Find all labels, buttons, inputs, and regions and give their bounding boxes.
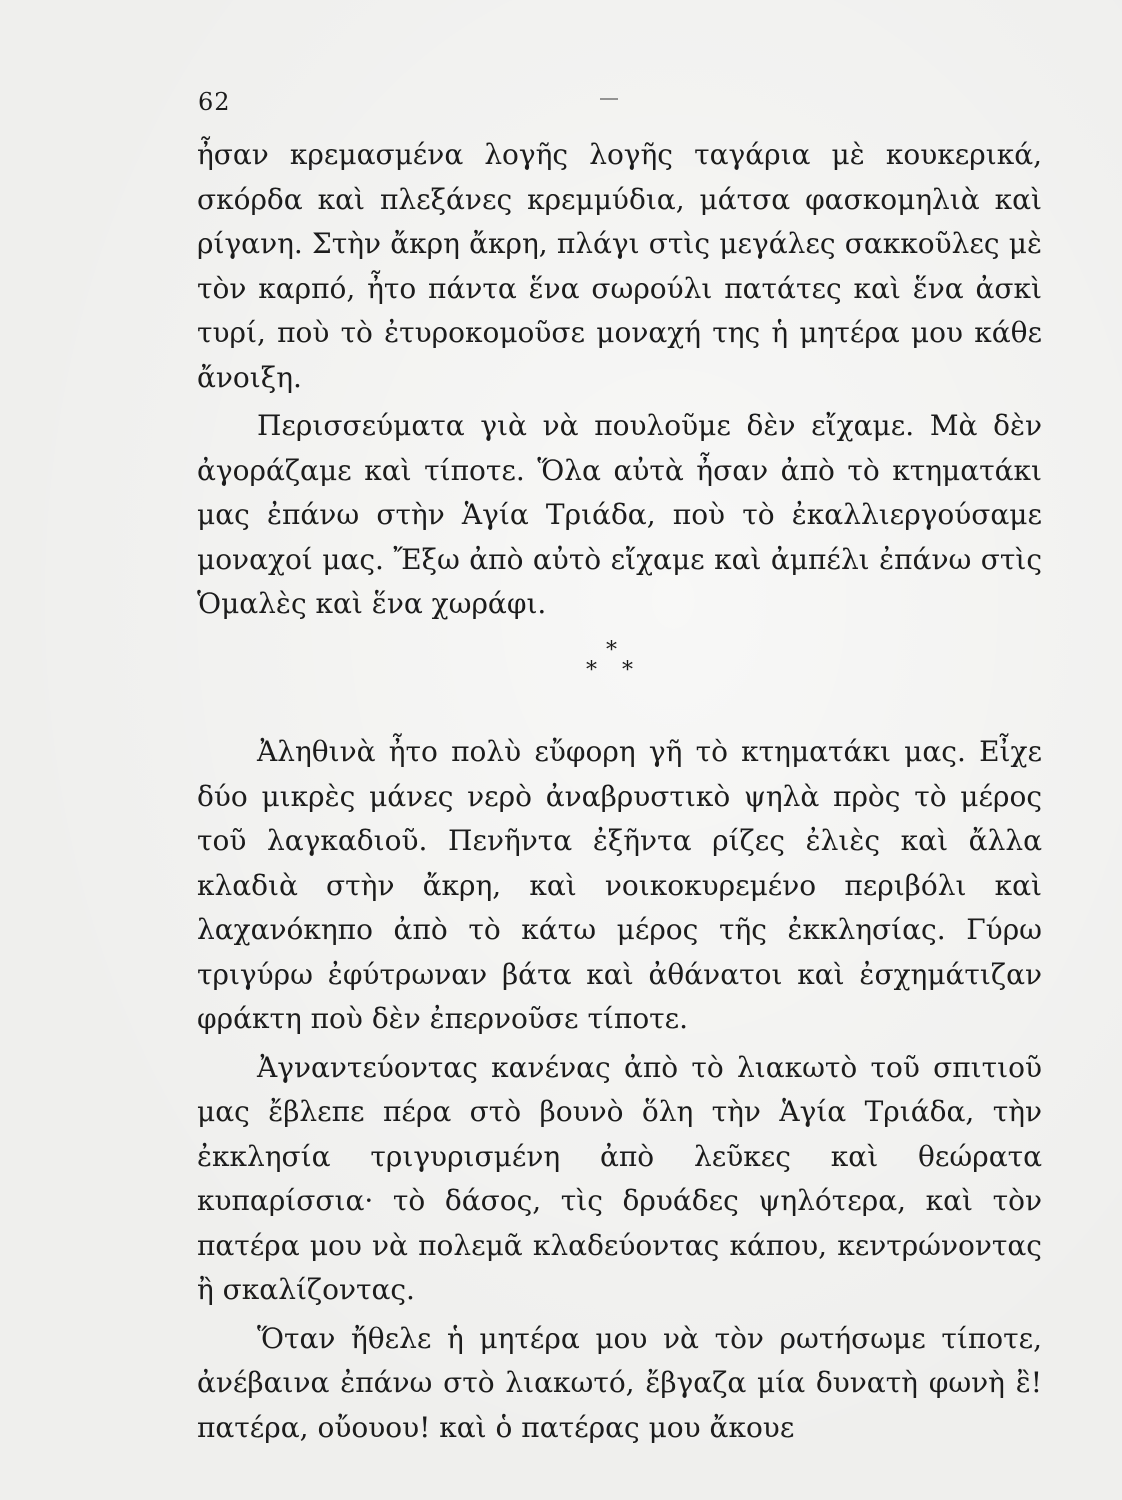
text-section-bottom bbox=[197, 730, 1042, 1450]
asterisk-icon: * bbox=[622, 658, 633, 683]
paragraph: Ἀληθινὰ ἦτο πολὺ εὔφορη γῆ τὸ κτηματάκι μας. Εἶχε δύο μικρὲς μάνες νερὸ ἀναβρυστικὸ ψηλὰ πρὸς τὸ μέρος τοῦ λαγκαδιοῦ. Πενῆντα ἐξῆντα ρίζες ἐλιὲς καὶ ἄλλα κλαδιὰ στὴν ἄκρη, καὶ νοικοκυρεμένο περιβόλι καὶ λαχανόκηπο ἀπὸ τὸ κάτω μέρος τῆς ἐκκλησίας. Γύρω τριγύρω ἐφύτρωναν βάτα καὶ ἀθάνατοι καὶ ἐσχημάτιζαν φράκτη ποὺ δὲν ἐπερνοῦσε τίποτε. bbox=[197, 735, 1042, 1035]
page-number: 62 bbox=[198, 88, 231, 116]
print-mark bbox=[600, 98, 618, 100]
asterisk-icon: * bbox=[586, 658, 597, 683]
paragraph: Ἀγναντεύοντας κανένας ἀπὸ τὸ λιακωτὸ τοῦ σπιτιοῦ μας ἔβλεπε πέρα στὸ βουνὸ ὅλη τὴν Ἁγία Τριάδα, τὴν ἐκκλησία τριγυρισμένη ἀπὸ λεῦκες καὶ θεώρατα κυπαρίσσια· τὸ δάσος, τὶς δρυάδες ψηλότερα, καὶ τὸν πατέρα μου νὰ πολεμᾶ κλαδεύοντας κάπου, κεντρώνοντας ἢ σκαλίζοντας. bbox=[197, 1050, 1042, 1306]
paragraph: Περισσεύματα γιὰ νὰ πουλοῦμε δὲν εἴχαμε. Μὰ δὲν ἀγοράζαμε καὶ τίποτε. Ὅλα αὐτὰ ἦσαν ἀπὸ τὸ κτηματάκι μας ἐπάνω στὴν Ἁγία Τριάδα, ποὺ τὸ ἐκαλλιεργούσαμε μοναχοί μας. Ἔξω ἀπὸ αὐτὸ εἴχαμε καὶ ἀμπέλι ἐπάνω στὶς Ὁμαλὲς καὶ ἕνα χωράφι. bbox=[197, 409, 1042, 620]
section-divider-asterisks bbox=[578, 640, 638, 690]
text-section-top bbox=[197, 133, 1042, 627]
asterisk-icon: * bbox=[606, 638, 617, 663]
paragraph: Ὅταν ἤθελε ἡ μητέρα μου νὰ τὸν ρωτήσωμε τίποτε, ἀνέβαινα ἐπάνω στὸ λιακωτό, ἔβγαζα μία δυνατὴ φωνὴ ἒ! πατέρα, οὔουου! καὶ ὁ πατέρας μου ἄκουε bbox=[197, 1321, 1042, 1444]
paragraph: ἦσαν κρεμασμένα λογῆς λογῆς ταγάρια μὲ κουκερικά, σκόρδα καὶ πλεξάνες κρεμμύδια, μάτσα φασκομηλιὰ καὶ ρίγανη. Στὴν ἄκρη ἄκρη, πλάγι στὶς μεγάλες σακκοῦλες μὲ τὸν καρπό, ἦτο πάντα ἕνα σωρούλι πατάτες καὶ ἕνα ἀσκὶ τυρί, ποὺ τὸ ἐτυροκομοῦσε μοναχή της ἡ μητέρα μου κάθε ἄνοιξη. bbox=[197, 138, 1042, 394]
